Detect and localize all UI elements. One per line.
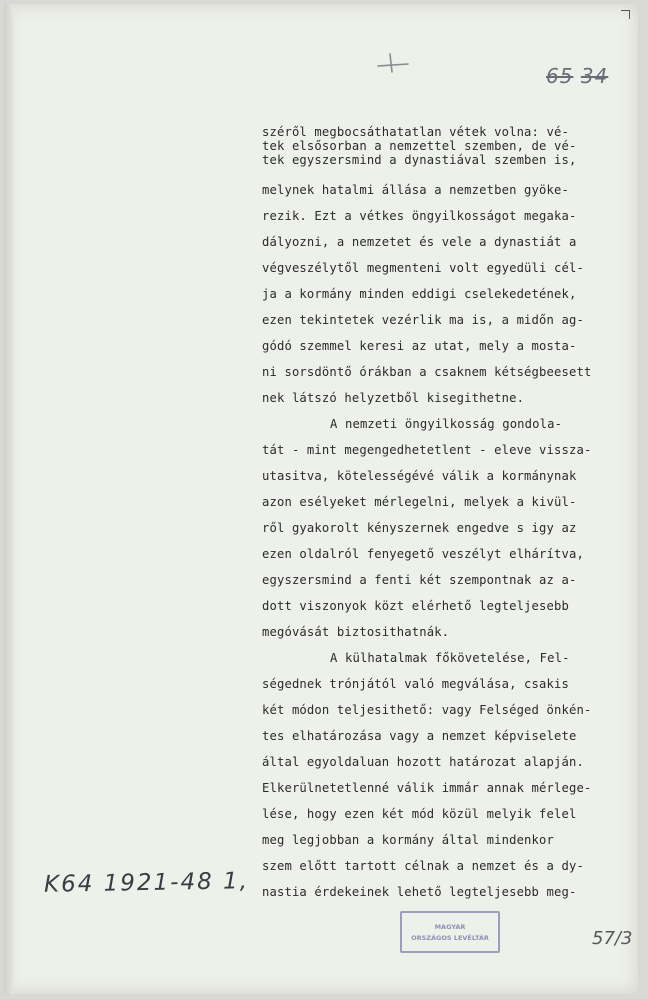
text-line: megóvását biztosithatnák. (262, 625, 450, 639)
document-page (4, 4, 638, 994)
text-line: azon esélyeket mérlegelni, melyek a kivül- (262, 495, 577, 509)
typewritten-text (262, 125, 602, 905)
text-line: melynek hatalmi állása a nemzetben gyöke- (262, 183, 569, 197)
text-line: dályozni, a nemzetet és vele a dynastiát a (262, 235, 577, 249)
handwritten-archive-reference: K64 1921-48 1, (43, 868, 250, 898)
stamp-line-2: ORSZÁGOS LEVÉLTÁR (411, 933, 489, 942)
text-line: lése, hogy ezen két mód közül melyik felel (262, 807, 577, 821)
text-line: nastia érdekeinek lehető legteljesebb meg- (262, 885, 577, 899)
text-line: szem előtt tartott célnak a nemzet és a dy- (262, 859, 584, 873)
text-line: által egyoldaluan hozott határozat alapján. (262, 755, 584, 769)
text-line: tek egyszersmind a dynastiával szemben is, (262, 153, 577, 167)
page-edge (4, 4, 14, 994)
paragraph-start-line: A külhatalmak főkövetelése, Fel- (330, 651, 570, 665)
folio-struck-old: 34 (580, 64, 609, 88)
text-line: ja a kormány minden eddigi cselekedetének, (262, 287, 577, 301)
folio-number-top (546, 64, 608, 88)
archive-stamp (400, 911, 500, 953)
folio-current: 65 (546, 64, 574, 88)
text-line: rezik. Ezt a vétkes öngyilkosságot megaka- (262, 209, 577, 223)
text-line: tát - mint megengedhetetlent - eleve vissza- (262, 443, 592, 457)
text-line: végveszélytől megmenteni volt egyedüli cél- (262, 261, 584, 275)
text-line: tek elsősorban a nemzettel szemben, de vé- (262, 139, 577, 153)
text-line: gódó szemmel keresi az utat, mely a mosta- (262, 339, 577, 353)
text-line: meg legjobban a kormány által mindenkor (262, 833, 555, 847)
text-line: ni sorsdöntő órákban a csaknem kétségbeesett (262, 365, 592, 379)
text-line: dott viszonyok közt elérhető legteljesebb (262, 599, 569, 613)
text-line: Elkerülnetetlenné válik immár annak mérlege- (262, 781, 592, 795)
text-line: ségednek trónjától való megválása, csakis (262, 677, 569, 691)
paragraph-start-line: A nemzeti öngyilkosság gondola- (330, 417, 563, 431)
text-line: ezen oldalról fenyegető veszélyt elhárítva, (262, 547, 584, 561)
pencil-cross-mark (374, 52, 410, 76)
text-line: utasitva, kötelességévé válik a kormánynak (262, 469, 577, 483)
text-line: tes elhatározása vagy a nemzet képviselete (262, 729, 577, 743)
text-line: ről gyakorolt kényszernek engedve s igy az (262, 521, 577, 535)
text-line: egyszersmind a fenti két szempontnak az a- (262, 573, 577, 587)
text-line: nek látszó helyzetből kisegithetne. (262, 391, 525, 405)
corner-crop-mark (621, 10, 630, 19)
text-line: széről megbocsáthatatlan vétek volna: vé- (262, 125, 569, 139)
text-line: két módon teljesithető: vagy Felséged önkén- (262, 703, 592, 717)
folio-number-bottom: 57/3 (592, 928, 633, 949)
text-line: ezen tekintetek vezérlik ma is, a midőn ag- (262, 313, 584, 327)
stamp-line-1: MAGYAR (434, 922, 466, 931)
